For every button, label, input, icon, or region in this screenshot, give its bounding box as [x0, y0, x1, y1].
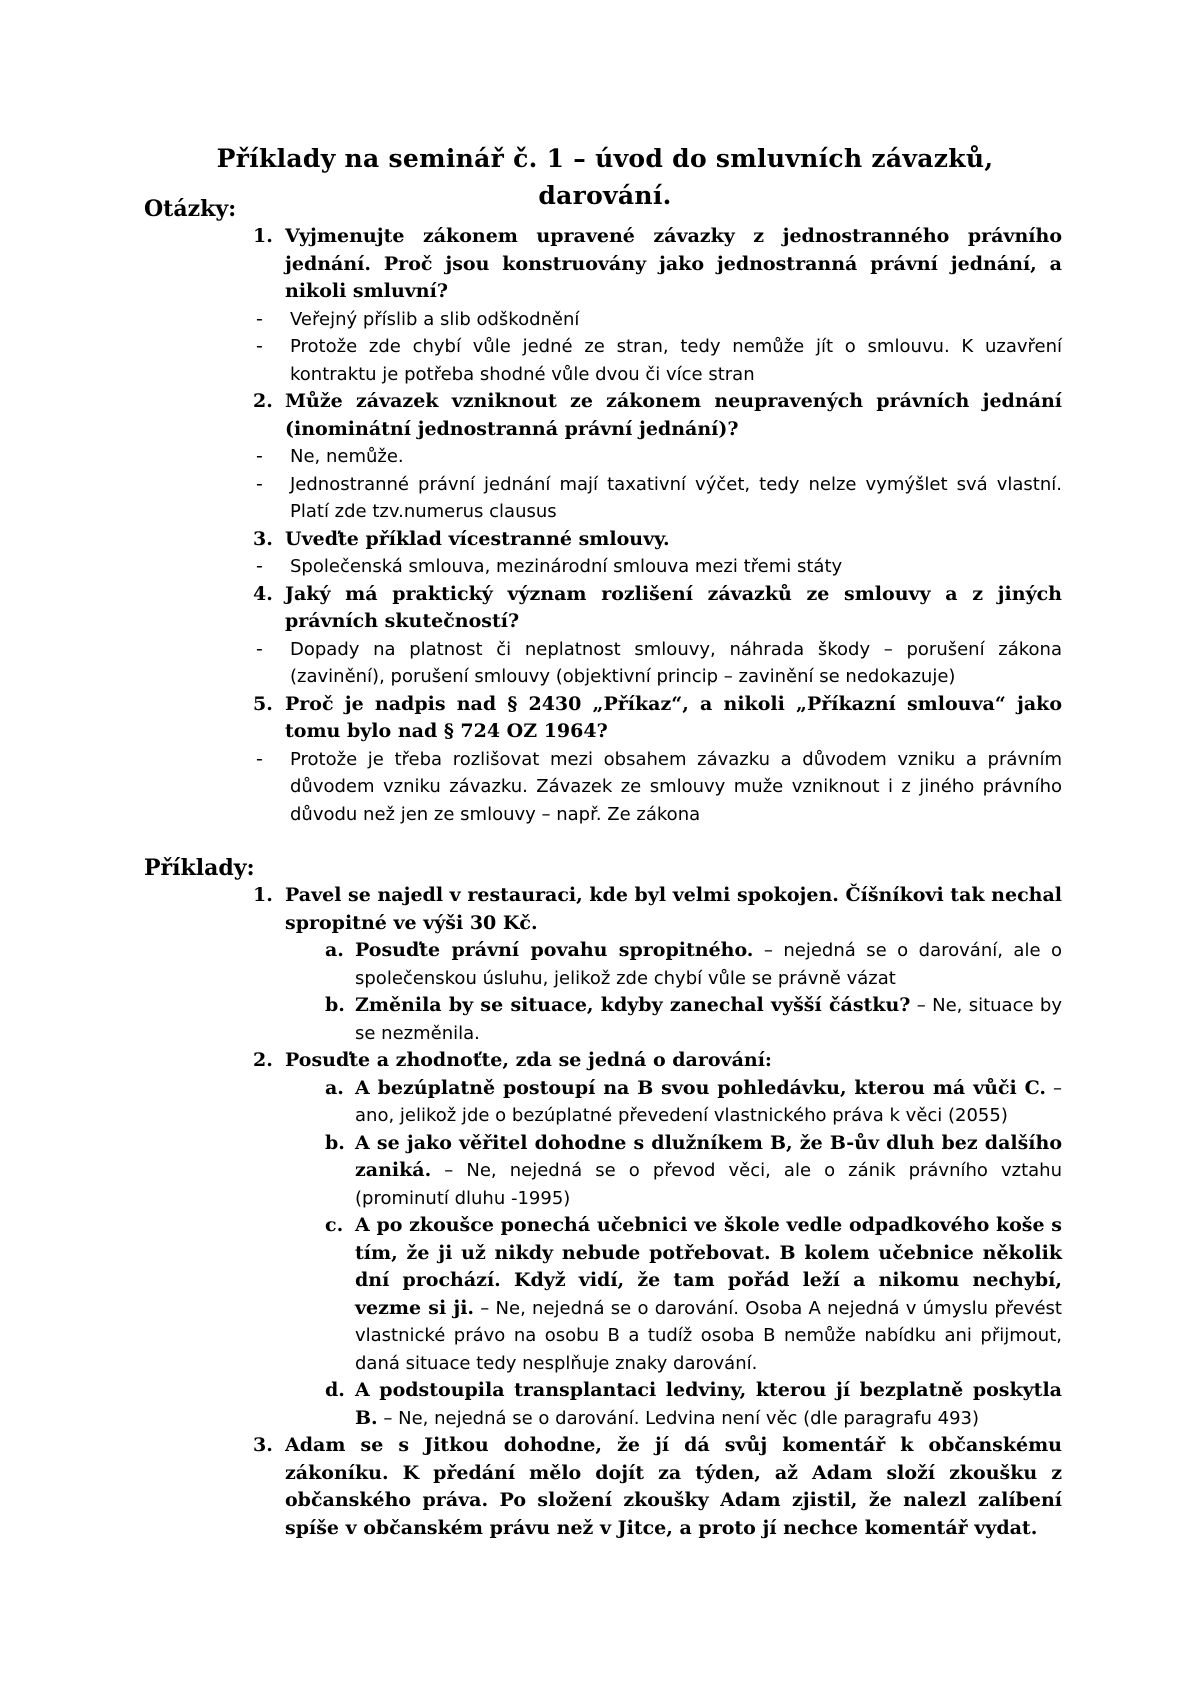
examples-heading: Příklady: — [144, 855, 255, 881]
answer-item — [253, 443, 1062, 471]
question-text: Vyjmenujte zákonem upravené závazky z jednostranného právního jednání. Proč jsou konstruovány jako jednostranná právní jednání, a nikoli smluvní? — [285, 225, 1062, 302]
subitem-body — [355, 1130, 1062, 1213]
document-title: Příklady na seminář č. 1 – úvod do smluvních závazků, darování. — [216, 144, 994, 210]
subitem-letter: a. — [325, 939, 344, 961]
answer-text: Dopady na platnost či neplatnost smlouvy, náhrada škody – porušení zákona (zavinění), porušení smlouvy (objektivní princip – zavinění se nedokazuje) — [290, 638, 1062, 687]
example-text: Pavel se najedl v restauraci, kde byl velmi spokojen. Číšníkovi tak nechal spropitné ve výši 30 Kč. — [285, 884, 1062, 934]
answer-item — [253, 471, 1062, 526]
example-subitems — [325, 937, 1062, 1047]
question-text: Proč je nadpis nad § 2430 „Příkaz“, a nikoli „Příkazní smlouva“ jako tomu bylo nad § 724 OZ 1964? — [285, 692, 1062, 742]
answer-text: Společenská smlouva, mezinárodní smlouva mezi třemi státy — [290, 556, 843, 577]
subitem — [325, 992, 1062, 1047]
dash-bullet: - — [256, 335, 263, 357]
answer-text: Veřejný příslib a slib odškodnění — [290, 308, 580, 330]
dash-bullet: - — [256, 445, 263, 467]
dash-bullet: - — [256, 472, 263, 495]
question-number: 2. — [253, 390, 273, 412]
answer-item — [253, 306, 1062, 334]
subitem-question: A po zkoušce ponechá učebnici ve škole vedle odpadkového koše s tím, že ji už nikdy nebude potřebovat. B kolem učebnice několik dní prochází. Když vidí, že tam pořád leží a nikomu nechybí, vezme si ji. — [355, 1214, 1062, 1319]
example-number: 1. — [253, 884, 273, 906]
answer-item — [253, 553, 1062, 581]
example-item — [253, 1432, 1062, 1542]
question-item — [253, 581, 1062, 636]
question-number: 4. — [253, 582, 273, 605]
question-item — [253, 388, 1062, 443]
subitem-body — [355, 937, 1062, 992]
subitem-body — [355, 1377, 1062, 1432]
answer-text: Protože zde chybí vůle jedné ze stran, tedy nemůže jít o smlouvu. K uzavření kontraktu je potřeba shodné vůle dvou či více stran — [290, 336, 1062, 385]
subitem-letter: a. — [325, 1076, 344, 1099]
question-item — [253, 526, 1062, 554]
subitem-question: Posuďte právní povahu spropitného. — [355, 939, 754, 961]
subitem-answer: – Ne, nejedná se o darování. Osoba A nejedná v úmyslu převést vlastnické právo na osobu B a tudíž osoba B nemůže nabídku ani přijmout, daná situace tedy nesplňuje znaky darování. — [355, 1297, 1062, 1374]
subitem — [325, 1377, 1062, 1432]
dash-bullet: - — [256, 747, 263, 770]
example-item — [253, 882, 1062, 937]
subitem — [325, 1130, 1062, 1213]
example-number: 3. — [253, 1434, 273, 1456]
subitem-answer: – Ne, nejedná se o převod věci, ale o zánik právního vztahu (prominutí dluhu -1995) — [355, 1160, 1062, 1209]
subitem — [325, 1212, 1062, 1377]
subitem — [325, 937, 1062, 992]
subitem-answer: – Ne, nejedná se o darování. Ledvina není věc (dle paragrafu 493) — [377, 1407, 979, 1429]
subitem-question: A se jako věřitel dohodne s dlužníkem B, že B-ův dluh bez dalšího zaniká. — [355, 1131, 1062, 1181]
example-number: 2. — [253, 1049, 273, 1071]
example-item — [253, 1047, 1062, 1075]
subitem-letter: d. — [325, 1379, 345, 1401]
answer-text: Protože je třeba rozlišovat mezi obsahem závazku a důvodem vzniku a právním důvodem vzniku závazku. Závazek ze smlouvy muže vzniknout i z jiného právního důvodu než jen ze smlouvy – např. Ze zákona — [290, 748, 1062, 825]
subitem-body — [355, 1212, 1062, 1377]
subitem-question: A bezúplatně postoupí na B svou pohledávku, kterou má vůči C. — [355, 1076, 1047, 1099]
question-text: Uveďte příklad vícestranné smlouvy. — [285, 527, 670, 550]
questions-heading: Otázky: — [144, 196, 237, 222]
subitem-answer: – ano, jelikož jde o bezúplatné převedení vlastnického práva k věci (2055) — [355, 1077, 1062, 1126]
subitem-question: A podstoupila transplantaci ledviny, kterou jí bezplatně poskytla B. — [355, 1379, 1062, 1429]
answer-text: Ne, nemůže. — [290, 446, 404, 467]
answer-item — [253, 333, 1062, 388]
example-text: Posuďte a zhodnoťte, zda se jedná o darování: — [285, 1049, 772, 1071]
dash-bullet: - — [256, 637, 263, 660]
questions-list — [253, 223, 1062, 828]
question-number: 3. — [253, 527, 273, 550]
subitem-letter: c. — [325, 1214, 344, 1236]
subitem-question: Změnila by se situace, kdyby zanechal vyšší částku? — [355, 994, 911, 1016]
dash-bullet: - — [256, 555, 263, 577]
examples-list — [253, 882, 1062, 1542]
subitem-body — [355, 1075, 1062, 1130]
subitem-answer: – Ne, situace by se nezměnila. — [355, 995, 1062, 1044]
question-text: Může závazek vzniknout ze zákonem neupravených právních jednání (inominátní jednostranná právní jednání)? — [285, 390, 1062, 440]
subitem-answer: – nejedná se o darování, ale o společenskou úsluhu, jelikož zde chybí vůle se právně vázat — [355, 940, 1063, 989]
question-number: 5. — [253, 692, 273, 715]
answer-item — [253, 746, 1062, 829]
example-subitems — [325, 1075, 1062, 1433]
dash-bullet: - — [256, 307, 263, 330]
question-item — [253, 691, 1062, 746]
answer-text: Jednostranné právní jednání mají taxativní výčet, tedy nelze vymýšlet svá vlastní. Platí zde tzv.numerus clausus — [290, 473, 1062, 522]
subitem-letter: b. — [325, 1131, 345, 1154]
subitem — [325, 1075, 1062, 1130]
answer-item — [253, 636, 1062, 691]
example-text: Adam se s Jitkou dohodne, že jí dá svůj komentář k občanskému zákoníku. K předání mělo dojít za týden, až Adam složí zkoušku z občanského práva. Po složení zkoušky Adam zjistil, že nalezl zalíbení spíše v občanském právu než v Jitce, a proto jí nechce komentář vydat. — [285, 1434, 1062, 1539]
question-item — [253, 223, 1062, 306]
subitem-letter: b. — [325, 994, 345, 1016]
question-text: Jaký má praktický význam rozlišení závazků ze smlouvy a z jiných právních skutečností? — [285, 582, 1062, 632]
question-number: 1. — [253, 225, 273, 247]
subitem-body — [355, 992, 1062, 1047]
